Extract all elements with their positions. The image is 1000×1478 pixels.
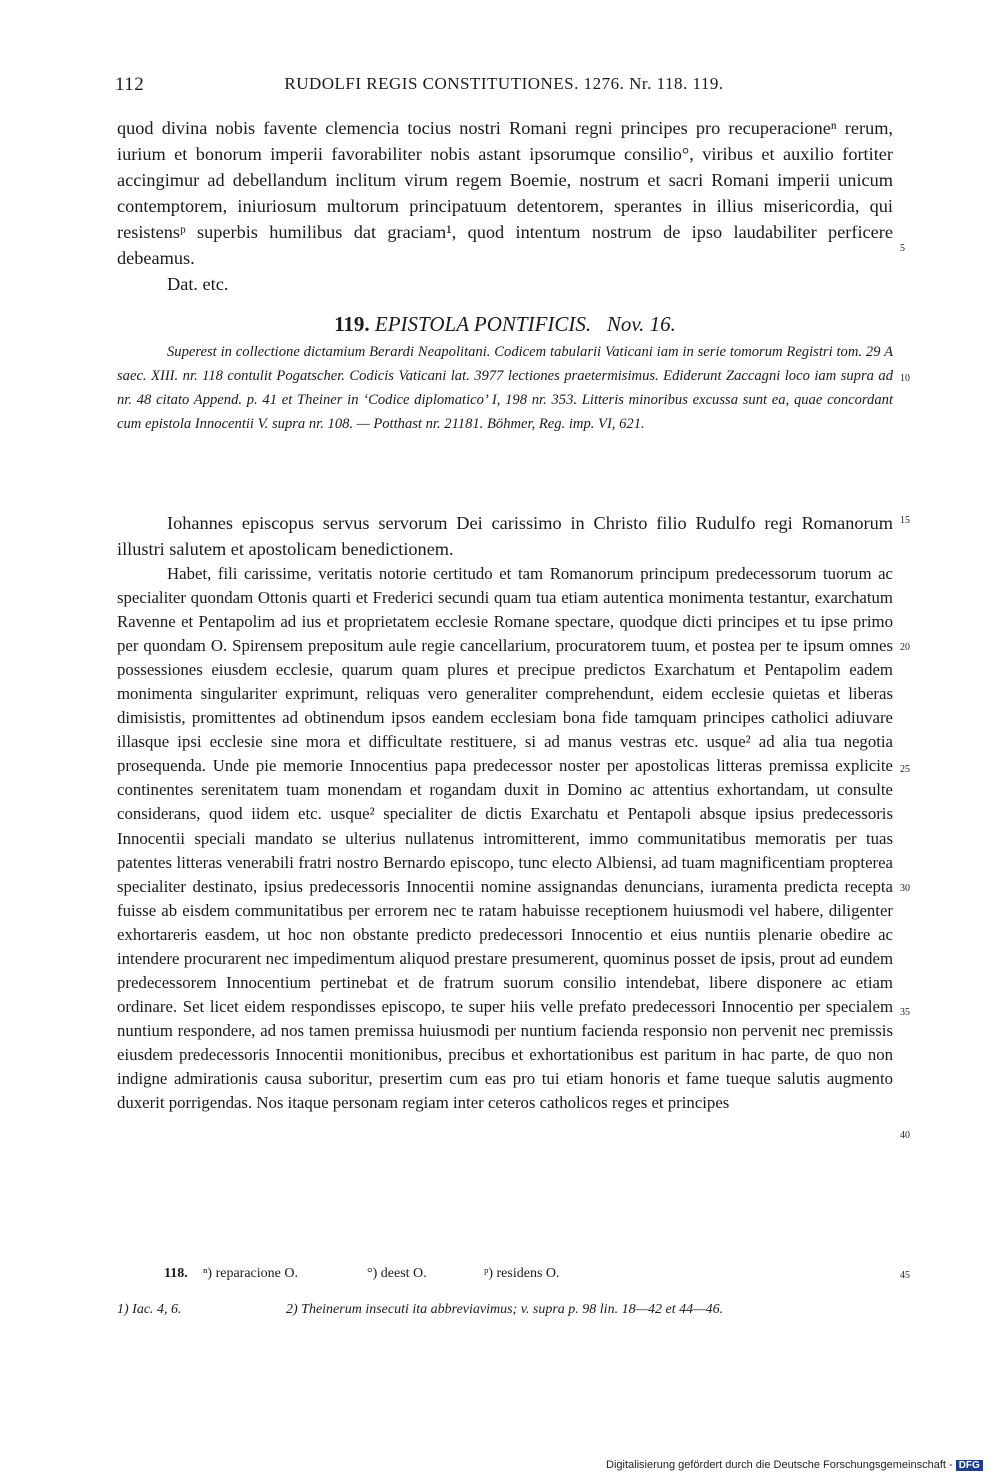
closing-formula: Dat. etc.: [167, 274, 229, 294]
document-heading: EPISTOLA PONTIFICIS.: [374, 312, 592, 336]
commentary-text: Superest in collectione dictamium Berardi Neapolitani. Codicem tabularii Vaticani iam in serie tomorum Registri tom. 29 A saec. XIII. nr. 118 contulit Pogatscher. Codicis Vaticani lat. 3977 lectiones praetermisimus. Ediderunt Zaccagni loco iam supra ad nr. 48 citato Append. p. 41 et Theiner in ‘Codice diplomatico’ I, 198 nr. 353. Litteris minoribus excussa sunt ea, quae concordant cum epistola Innocentii V. supra nr. 108. — Potthast nr. 21181. Böhmer, Reg. imp. VI, 621.: [117, 344, 893, 432]
document-date: Nov. 16.: [606, 312, 676, 336]
variant-note-n: ⁿ) reparacione O.: [203, 1266, 298, 1281]
page-number: 112: [115, 74, 145, 95]
document-title: [117, 312, 893, 337]
running-title: RUDOLFI REGIS CONSTITUTIONES. 1276. Nr. 118. 119.: [284, 74, 724, 93]
footnote-2: 2) Theinerum insecuti ita abbreviavimus; v. supra p. 98 lin. 18—42 et 44—46.: [286, 1302, 724, 1317]
main-text: Habet, fili carissime, veritatis notorie certitudo et tam Romanorum principum predecessorum tuorum ac specialiter quondam Ottonis quarti et Frederici secundi quam tua etiam autentica monimenta testantur, exarchatum Ravenne et Pentapolim ad ius et proprietatem ecclesie Romane spectare, quodque dicti principes et tu ipse primo per quondam O. Spirensem prepositum aule regie cancellarium, procuratorem tuum, et postea per te ipsum omnes possessiones eiusdem ecclesie, quarum quam plures et precipue predictos Exarchatum et Pentapolim eadem monimenta singulariter exprimunt, reliquas vero generaliter comprehendunt, eidem ecclesie quietas et liberas dimisistis, promittentes ad obtinendum ipsos eandem ecclesiam bona fide tamquam principes catholici adiuvare illasque ipsi ecclesie sine mora et difficultate restituere, si ad manus vestras etc. usque² ad alia tua negotia prosequenda. Unde pie memorie Innocentius papa predecessor noster per apostolicas litteras premissa explicite continentes serenitatem tuam monendam et rogandam duxit in Domino ac attentius exhortandam, ut consulte considerans, quod iidem etc. usque² specialiter de dictis Exarchatu et Pentapoli absque ipsius predecessoris Innocentii speciali mandato se ulterius nullatenus intromitterent, immo communitatibus memoratis per tuas patentes litteras venerabili fratri nostro Bernardo episcopo, tunc electo Albiensi, ad tuam magnificentiam propterea specialiter destinato, ipsius predecessoris Innocentii nomine assignandas denuncians, iuramenta predicta recepta fuisse ab eisdem communitatibus per errorem nec te ratam habuisse receptionem huiusmodi vel habere, diligenter exhortareris easdem, ut hoc non obstante predicto predecessori Innocentio et eius nuntiis plenarie obedire ac intendere procurarent nec impedimentum aliquod prestare presumerent, quominus posset de ipsis, prout ad eundem predecessorem Innocentium pertinebat et de fratrum suorum consilio intendebat, libere disponere ac etiam ordinare. Set licet eidem respondisses episcopo, te super hiis velle prefato predecessori Innocentio per specialem nuntium respondere, ad nos tamen premissa huiusmodi per nuntium facienda responsio non pervenit nec premissis eiusdem predecessoris Innocentii monitionibus, precibus et exhortationibus est paritum in hac parte, de quo non indigne admirationis causa suboritur, presertim cum eas pro tui etiam honoris et fame tueque salutis augmento duxerit porrigendas. Nos itaque personam regiam inter ceteros catholicos reges et principes: [117, 564, 893, 1113]
top-paragraph: quod divina nobis favente clemencia tocius nostri Romani regni principes pro recuperacioneⁿ rerum, iurium et bonorum imperii favorabiliter nobis astant ipsorumque consilio°, viribus et auxilio fortiter accingimur ad debellandum inclitum virum regem Boemie, nostrum et sacri Romani imperii unicum contemptorem, iniuriosum multorum principatuum detentorem, sperantes in illius misericordia, qui resistensᵖ superbis humilibus dat graciam¹, quod intentum nostrum de ipso laudabiliter perficere debeamus.: [117, 118, 893, 268]
line-number-5: 5: [900, 243, 905, 254]
top-text: [117, 115, 893, 297]
line-number-10: 10: [900, 373, 910, 384]
document-number: 119.: [334, 312, 370, 336]
line-number-30: 30: [900, 883, 910, 894]
salutation: Iohannes episcopus servus servorum Dei carissimo in Christo filio Rudulfo regi Romanorum illustri salutem et apostolicam benedictionem.: [117, 513, 893, 559]
digitization-footer: [606, 1459, 983, 1471]
line-number-35: 35: [900, 1007, 910, 1018]
dfg-logo: DFG: [956, 1460, 983, 1471]
line-number-40: 40: [900, 1130, 910, 1141]
letter-body: [117, 562, 893, 1115]
variant-label: 118.: [164, 1266, 188, 1281]
line-number-20: 20: [900, 642, 910, 653]
line-number-15: 15: [900, 515, 910, 526]
page-header: [115, 74, 893, 98]
line-number-25: 25: [900, 764, 910, 775]
variant-note-o: °) deest O.: [367, 1266, 427, 1281]
line-number-45: 45: [900, 1270, 910, 1281]
footer-text: Digitalisierung gefördert durch die Deutsche Forschungsgemeinschaft -: [606, 1459, 953, 1471]
variant-note-p: ᵖ) residens O.: [484, 1266, 560, 1281]
footnote-1: 1) Iac. 4, 6.: [117, 1302, 182, 1317]
salutation-block: [117, 510, 893, 562]
editorial-commentary: [117, 341, 893, 437]
